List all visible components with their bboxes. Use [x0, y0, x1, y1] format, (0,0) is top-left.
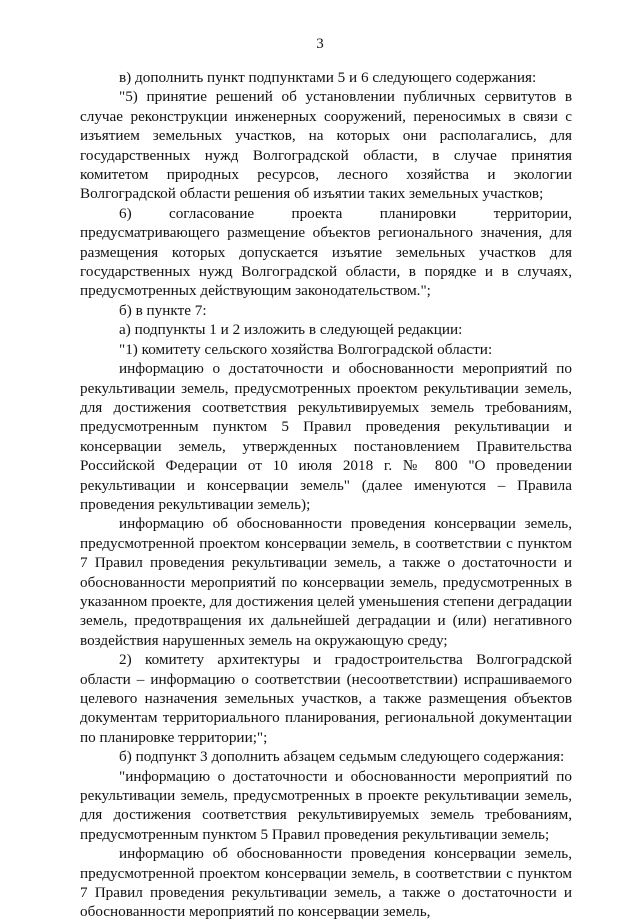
paragraph-agriculture-committee: "1) комитету сельского хозяйства Волгоградской области:: [119, 340, 493, 358]
paragraph-clause-7: б) в пункте 7:: [119, 301, 207, 319]
paragraph-recultivation-info: информацию о достаточности и обоснованности мероприятий по рекультивации земель, предусмотренных проектом рекультивации земель, для достижения соответствия рекультивируемых земель требованиям, предусмотренным пунктом 5 Правил проведения рекультивации и консервации земель, утвержденных постановлением Правительства Российской Федерации от 10 июля 2018 г. № 800 "О проведении рекультивации и консервации земель" (далее именуются – Правила проведения рекультивации земель);: [80, 360, 572, 513]
paragraph-conservation-info-2: информацию об обоснованности проведения консервации земель, предусмотренной проектом консервации земель, в соответствии с пунктом 7 Правил проведения рекультивации земель, а также о достаточности и обоснованности мероприятий по консервации земель,: [80, 845, 572, 921]
document-body: [80, 68, 572, 922]
paragraph-subclause-6: 6) согласование проекта планировки территории, предусматривающего размещение объектов регионального значения, для размещения которых допускается изъятие земельных участков для государственных нужд Волгоградской области, в порядке и в случаях, предусмотренных действующим законодательством.";: [80, 204, 572, 300]
page-number: 3: [316, 36, 324, 52]
paragraph-architecture-committee: 2) комитету архитектуры и градостроительства Волгоградской области – информацию о соответствии (несоответствии) испрашиваемого целевого назначения земельных участков, а также размещения объектов документам территориального планирования, региональной документации по планировке территории;";: [80, 651, 572, 746]
paragraph-subclause-3: б) подпункт 3 дополнить абзацем седьмым следующего содержания:: [119, 748, 565, 766]
paragraph-amend-clause: в) дополнить пункт подпунктами 5 и 6 следующего содержания:: [119, 69, 537, 86]
paragraph-subclause-5: "5) принятие решений об установлении публичных сервитутов в случае реконструкции инженерных сооружений, переносимых в связи с изъятием земельных участков, на которых они располагались, для государственных нужд Волгоградской области, в случае принятия комитетом природных ресурсов, лесного хозяйства и экологии Волгоградской области решения об изъятии таких земельных участков;: [80, 88, 572, 203]
paragraph-subclauses-1-2: а) подпункты 1 и 2 изложить в следующей редакции:: [119, 321, 463, 339]
paragraph-recultivation-info-2: "информацию о достаточности и обоснованности мероприятий по рекультивации земель, предусмотренных в проекте рекультивации земель, для достижения соответствия рекультивируемых земель требованиям, предусмотренным пунктом 5 Правил проведения рекультивации земель;: [80, 767, 572, 843]
paragraph-conservation-info: информацию об обоснованности проведения консервации земель, предусмотренной проектом консервации земель, в соответствии с пунктом 7 Правил проведения рекультивации земель, а также о достаточности и обоснованности мероприятий по консервации земель, предусмотренных в указанном проекте, для достижения целей уменьшения степени деградации земель, предотвращения их дальнейшей деградации и (или) негативного воздействия нарушенных земель на окружающую среду;: [80, 515, 572, 649]
